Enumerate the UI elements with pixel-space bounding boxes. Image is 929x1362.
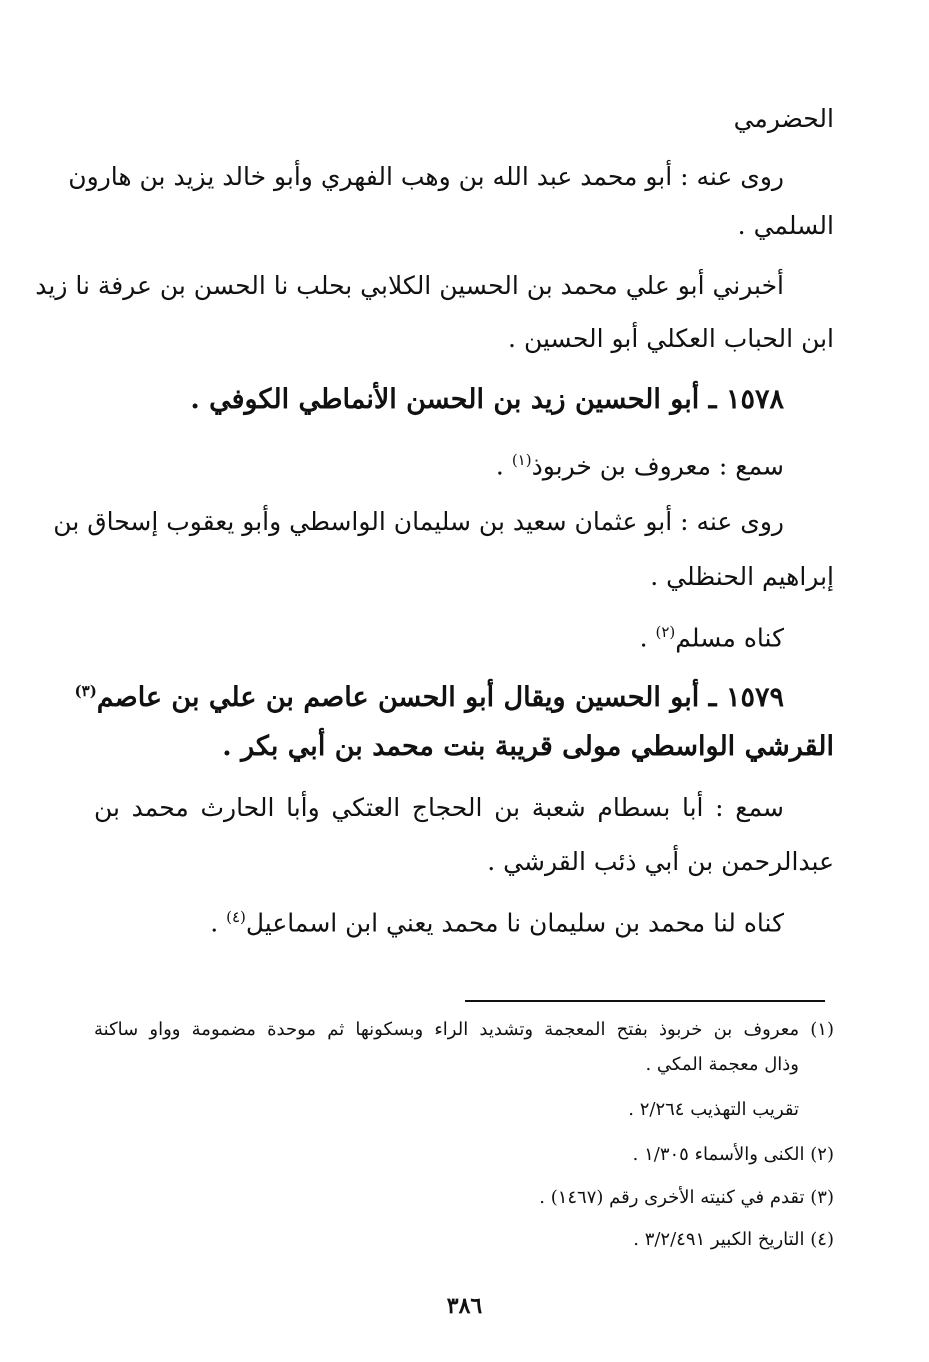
entry-heading-text: ١٥٧٩ ـ أبو الحسين ويقال أبو الحسن عاصم بن علي بن عاصم <box>96 682 784 713</box>
footnote-ref: (٣) <box>74 682 97 700</box>
footnote-separator <box>465 1000 825 1002</box>
footnote-ref: (٢) <box>655 623 676 641</box>
footnote-1-continuation: وذال معجمة المكي . <box>645 1054 799 1075</box>
text-line: روى عنه : أبو عثمان سعيد بن سليمان الواسطي وأبو يعقوب إسحاق بن <box>53 507 784 536</box>
text-line: السلمي . <box>737 211 834 240</box>
footnote-ref: (١) <box>511 451 532 469</box>
footnote-1: (١) معروف بن خربوذ بفتح المعجمة وتشديد الراء وبسكونها ثم موحدة مضمومة وواو ساكنة <box>94 1019 834 1040</box>
text-span: كناه لنا محمد بن سليمان نا محمد يعني ابن اسماعيل <box>245 908 784 938</box>
text-line: إبراهيم الحنظلي . <box>650 562 834 591</box>
footnote-3: (٣) تقدم في كنيته الأخرى رقم (١٤٦٧) . <box>539 1187 834 1208</box>
text-line: سمع : أبا بسطام شعبة بن الحجاج العتكي وأبا الحارث محمد بن <box>94 793 784 822</box>
footnote-4: (٤) التاريخ الكبير ٣/٢/٤٩١ . <box>633 1229 834 1250</box>
entry-heading-continuation: القرشي الواسطي مولى قريبة بنت محمد بن أبي بكر . <box>222 731 834 762</box>
footnote-2: (٢) الكنى والأسماء ١/٣٠٥ . <box>632 1144 834 1165</box>
text-line: روى عنه : أبو محمد عبد الله بن وهب الفهري وأبو خالد يزيد بن هارون <box>68 162 784 191</box>
text-line: أخبرني أبو علي محمد بن الحسين الكلابي بحلب نا الحسن بن عرفة نا زيد <box>35 271 784 300</box>
text-line: الحضرمي <box>733 104 834 133</box>
text-line: ابن الحباب العكلي أبو الحسين . <box>508 324 834 353</box>
entry-heading-1578: ١٥٧٨ ـ أبو الحسين زيد بن الحسن الأنماطي الكوفي . <box>190 384 784 415</box>
text-span: كناه مسلم <box>675 623 784 653</box>
text-span: . <box>210 908 227 938</box>
text-line <box>94 900 784 940</box>
text-span: . <box>495 451 512 481</box>
entry-heading-1579 <box>74 674 784 715</box>
text-span: سمع : معروف بن خربوذ <box>531 451 784 481</box>
text-line: عبدالرحمن بن أبي ذئب القرشي . <box>487 847 834 876</box>
footnote-1-reference: تقريب التهذيب ٢/٢٦٤ . <box>628 1099 799 1120</box>
text-span: . <box>639 623 656 653</box>
footnote-ref: (٤) <box>226 908 246 926</box>
page-number: ٣٨٦ <box>446 1293 483 1319</box>
text-line <box>94 443 784 483</box>
text-line <box>94 615 784 655</box>
